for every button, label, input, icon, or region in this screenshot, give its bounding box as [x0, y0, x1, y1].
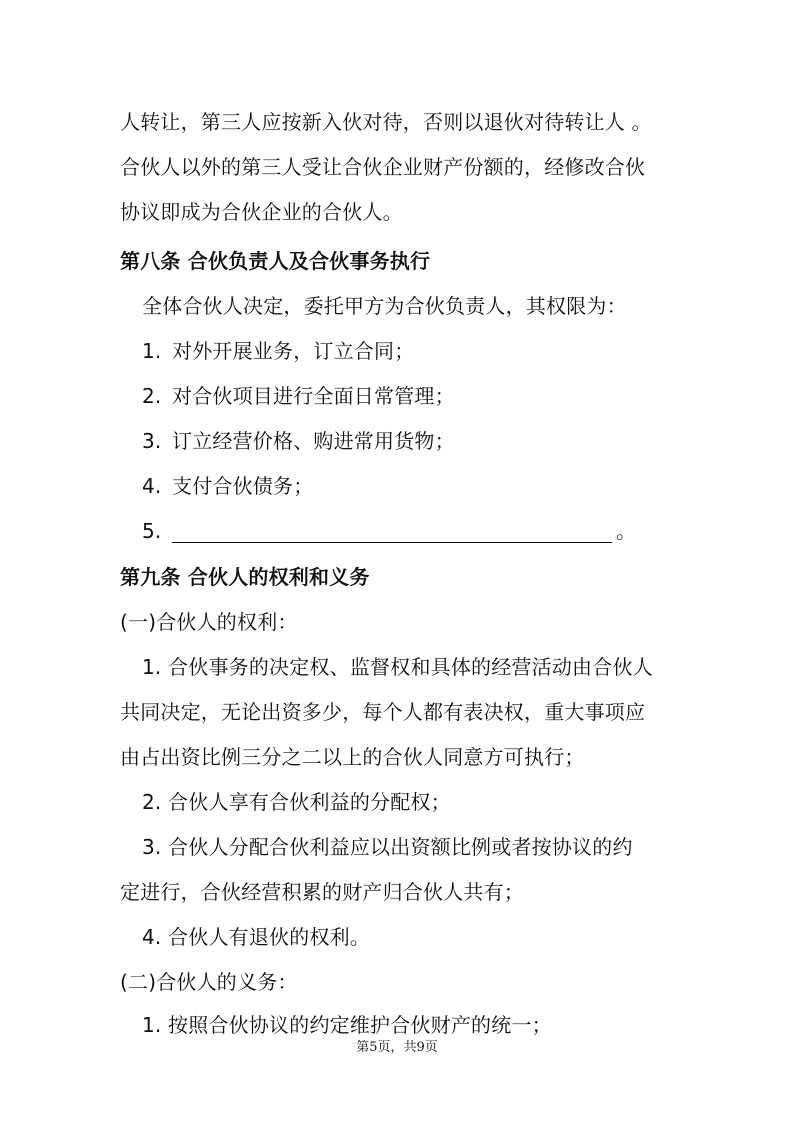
list-item-text: 订立经营价格、购进常用货物；	[172, 429, 455, 453]
duties-heading: (二)合伙人的义务：	[120, 970, 298, 994]
list-item	[142, 384, 455, 408]
list-item-text: 对外开展业务，订立合同；	[172, 339, 415, 363]
page-footer: 第5页，共9页	[356, 1040, 438, 1055]
list-number: 3.	[142, 429, 162, 453]
article-9-heading: 第九条 合伙人的权利和义务	[120, 565, 370, 589]
list-number: 1.	[142, 339, 162, 363]
paragraph-line: 1. 合伙事务的决定权、监督权和具体的经营活动由合伙人	[142, 655, 653, 679]
paragraph-line: 3. 合伙人分配合伙利益应以出资额比例或者按协议的约	[142, 835, 633, 859]
paragraph-line: 2. 合伙人享有合伙利益的分配权；	[142, 790, 451, 814]
list-item	[142, 429, 455, 453]
list-number: 4.	[142, 474, 162, 498]
list-item-text: 支付合伙债务；	[172, 474, 314, 498]
article-8-heading: 第八条 合伙负责人及合伙事务执行	[120, 249, 431, 273]
article-8-intro: 全体合伙人决定，委托甲方为合伙负责人，其权限为：	[142, 294, 627, 318]
paragraph-line: 协议即成为合伙企业的合伙人。	[120, 200, 403, 224]
list-item-text: 。	[616, 519, 637, 543]
list-item	[142, 339, 414, 363]
fill-in-blank-line	[172, 522, 612, 543]
list-number: 2.	[142, 384, 162, 408]
paragraph-line: 1. 按照合伙协议的约定维护合伙财产的统一；	[142, 1013, 552, 1037]
list-item	[142, 519, 636, 543]
list-item	[142, 474, 313, 498]
paragraph-line: 由占出资比例三分之二以上的合伙人同意方可执行；	[120, 745, 585, 769]
list-number: 5.	[142, 519, 162, 543]
rights-heading: (一)合伙人的权利：	[120, 610, 298, 634]
paragraph-line: 人转让，第三人应按新入伙对待，否则以退伙对待转让人 。	[120, 110, 652, 134]
paragraph-line: 定进行，合伙经营积累的财产归合伙人共有；	[120, 880, 524, 904]
paragraph-line: 共同决定，无论出资多少，每个人都有表决权，重大事项应	[120, 700, 646, 724]
list-item-text: 对合伙项目进行全面日常管理；	[172, 384, 455, 408]
paragraph-line: 合伙人以外的第三人受让合伙企业财产份额的，经修改合伙	[120, 155, 646, 179]
paragraph-line: 4. 合伙人有退伙的权利。	[142, 925, 371, 949]
